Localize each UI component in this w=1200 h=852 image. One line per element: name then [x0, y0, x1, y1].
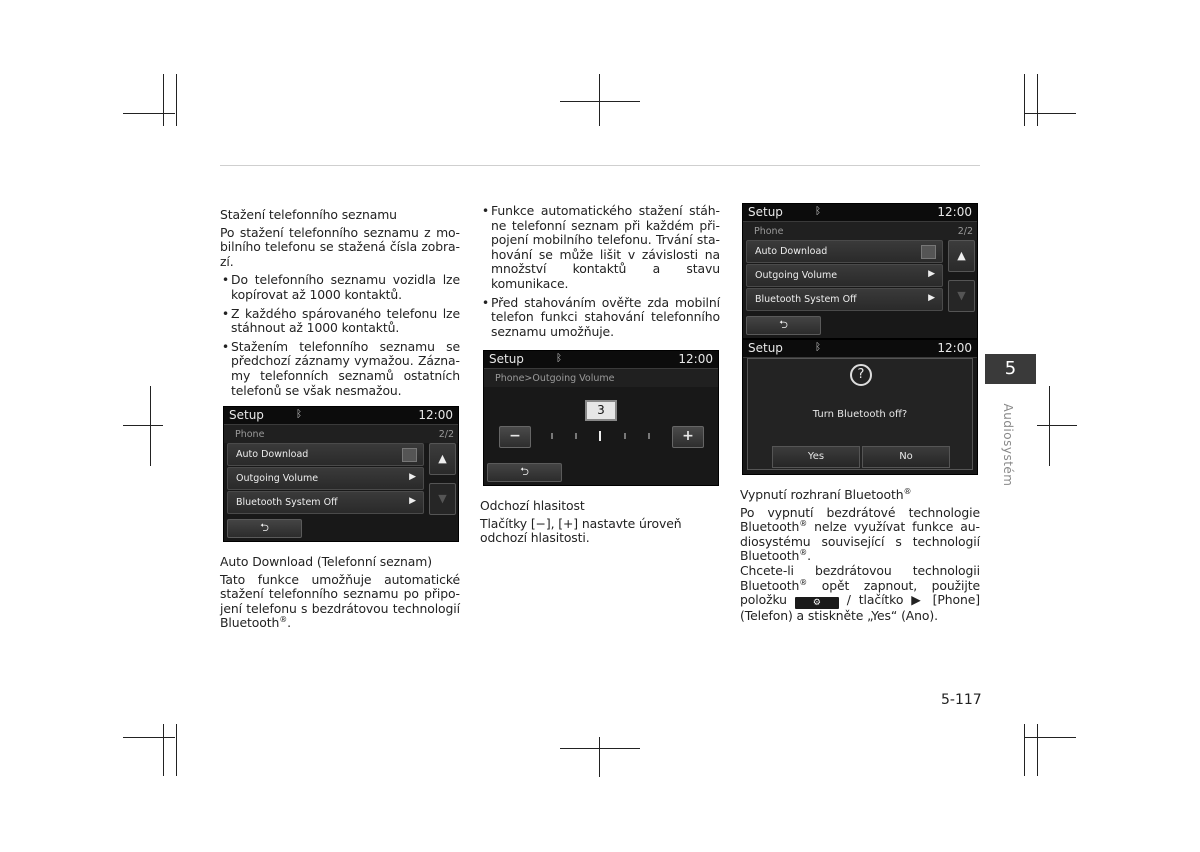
volume-tick — [575, 433, 577, 439]
column-2 — [480, 204, 720, 339]
crop-mark — [123, 737, 175, 738]
header-rule — [220, 165, 980, 166]
status-bar — [224, 407, 458, 425]
volume-tick-active — [599, 431, 601, 441]
scroll-up-button[interactable]: ▲ — [948, 240, 975, 272]
arrow-right-icon: ▶ — [928, 293, 935, 303]
crop-mark — [163, 74, 164, 126]
volume-plus-button[interactable]: + — [672, 426, 704, 448]
menu-item-outgoing-volume[interactable]: Outgoing Volume ▶ — [227, 467, 424, 490]
arrow-right-icon: ▶ — [409, 496, 416, 506]
clock: 12:00 — [418, 408, 453, 422]
volume-tick — [551, 433, 553, 439]
column-1 — [220, 208, 460, 398]
breadcrumb: Phone 2/2 — [224, 425, 458, 443]
menu-item-auto-download[interactable]: Auto Download — [227, 443, 424, 466]
bluetooth-icon: ᛒ — [296, 409, 302, 420]
bluetooth-icon: ᛒ — [815, 342, 821, 353]
menu-item-auto-download[interactable]: Auto Download — [746, 240, 943, 263]
crop-mark — [1037, 74, 1038, 126]
crop-mark — [1024, 74, 1025, 126]
setup-phone-screen — [742, 203, 978, 339]
breadcrumb: Phone>Outgoing Volume — [484, 369, 718, 387]
paragraph: Tlačítky [−], [+] nastavte úroveň odchozí hlasitosti. — [480, 515, 682, 546]
clock: 12:00 — [937, 205, 972, 219]
setup-phone-screen — [223, 406, 459, 542]
list-item: • Stažením telefonního seznamu se předchozí záznamy vymažou. Záznamy telefonních seznamů ostatních telefonů se však nesmažou. — [221, 338, 460, 398]
arrow-right-icon: ▶ — [409, 472, 416, 482]
column-2-lower — [480, 499, 720, 546]
bluetooth-off-dialog-screen — [742, 339, 978, 475]
paragraph: Po stažení telefonního seznamu z mobilního telefonu se stažená čísla zobrazí. — [220, 224, 460, 269]
list-item: • Před stahováním ověřte zda mobilní telefon funkci stahování telefonního seznamu umožňuje. — [481, 294, 720, 339]
screen-title: Setup — [489, 352, 524, 366]
crop-mark — [1024, 113, 1076, 114]
volume-tick — [648, 433, 650, 439]
list-item: • Z každého spárovaného telefonu lze stáhnout až 1000 kontaktů. — [221, 305, 460, 336]
menu-item-bluetooth-system-off[interactable]: Bluetooth System Off ▶ — [746, 288, 943, 311]
list-item: • Do telefonního seznamu vozidla lze kopírovat až 1000 kontaktů. — [221, 272, 460, 302]
section-heading: Vypnutí rozhraní Bluetooth® — [740, 486, 912, 502]
screen-title: Setup — [748, 341, 783, 355]
section-heading: Stažení telefonního seznamu — [220, 207, 397, 222]
crop-mark — [123, 113, 175, 114]
column-1-lower — [220, 555, 460, 631]
crop-mark — [560, 748, 640, 749]
crop-mark — [1037, 724, 1038, 776]
outgoing-volume-screen — [483, 350, 719, 486]
checkbox[interactable] — [402, 448, 417, 462]
back-button[interactable]: ⮌ — [227, 519, 302, 538]
breadcrumb: Phone 2/2 — [743, 222, 977, 240]
menu-item-bluetooth-system-off[interactable]: Bluetooth System Off ▶ — [227, 491, 424, 514]
bluetooth-icon: ᛒ — [815, 206, 821, 217]
crop-mark — [1024, 724, 1025, 776]
back-button[interactable]: ⮌ — [487, 463, 562, 482]
chapter-tab: 5 — [985, 354, 1036, 384]
section-heading: Auto Download (Telefonní seznam) — [220, 554, 432, 569]
paragraph: Po vypnutí bezdrátové technologie Bluetooth® nelze využívat funkce audiosystému související s technologií Bluetooth®. — [740, 504, 980, 564]
screen-title: Setup — [748, 205, 783, 219]
page-indicator: 2/2 — [957, 226, 973, 237]
crop-mark — [599, 74, 600, 126]
crop-mark — [1049, 386, 1050, 466]
volume-minus-button[interactable]: − — [499, 426, 531, 448]
status-bar — [743, 204, 977, 222]
crop-mark — [123, 425, 163, 426]
clock: 12:00 — [937, 341, 972, 355]
page-indicator: 2/2 — [438, 429, 454, 440]
crop-mark — [1024, 737, 1076, 738]
arrow-right-icon: ▶ — [928, 269, 935, 279]
paragraph: Tato funkce umožňuje automatické stažení telefonního seznamu po připojení telefonu s bezdrátovou technologií Bluetooth®. — [220, 571, 460, 631]
confirm-dialog — [747, 358, 973, 470]
back-button[interactable]: ⮌ — [746, 316, 821, 335]
yes-button[interactable]: Yes — [772, 446, 860, 468]
clock: 12:00 — [678, 352, 713, 366]
no-button[interactable]: No — [862, 446, 950, 468]
crop-mark — [163, 724, 164, 776]
chapter-label: Audiosystém — [1001, 403, 1015, 487]
crop-mark — [176, 724, 177, 776]
crop-mark — [1037, 425, 1077, 426]
setup-gear-icon: ⚙ — [795, 597, 839, 609]
crop-mark — [599, 737, 600, 777]
bluetooth-icon: ᛒ — [556, 353, 562, 364]
page-number: 5-117 — [941, 692, 982, 708]
checkbox[interactable] — [921, 245, 936, 259]
scroll-up-button[interactable]: ▲ — [429, 443, 456, 475]
dialog-message: Turn Bluetooth off? — [812, 409, 908, 420]
scroll-down-button[interactable]: ▼ — [429, 483, 456, 515]
column-3 — [740, 488, 980, 624]
crop-mark — [176, 74, 177, 126]
status-bar — [743, 340, 977, 358]
status-bar — [484, 351, 718, 369]
volume-tick — [624, 433, 626, 439]
scroll-down-button[interactable]: ▼ — [948, 280, 975, 312]
screen-title: Setup — [229, 408, 264, 422]
menu-item-outgoing-volume[interactable]: Outgoing Volume ▶ — [746, 264, 943, 287]
volume-value: 3 — [585, 400, 617, 421]
crop-mark — [150, 386, 151, 466]
crop-mark — [560, 101, 640, 102]
paragraph: Chcete-li bezdrátovou technologii Bluetooth® opět zapnout, použijte položku ⚙ / tlačítko ▶ [Phone] (Telefon) a stiskněte „Yes“ (Ano). — [740, 562, 981, 624]
section-heading: Odchozí hlasitost — [480, 498, 585, 513]
list-item: • Funkce automatického stažení stáhne telefonní seznam při každém připojení mobilního telefonu. Trvání stahování se může lišit v závislosti na množství kontaktů a stavu komunikace. — [481, 203, 720, 291]
question-icon: ? — [850, 364, 872, 386]
